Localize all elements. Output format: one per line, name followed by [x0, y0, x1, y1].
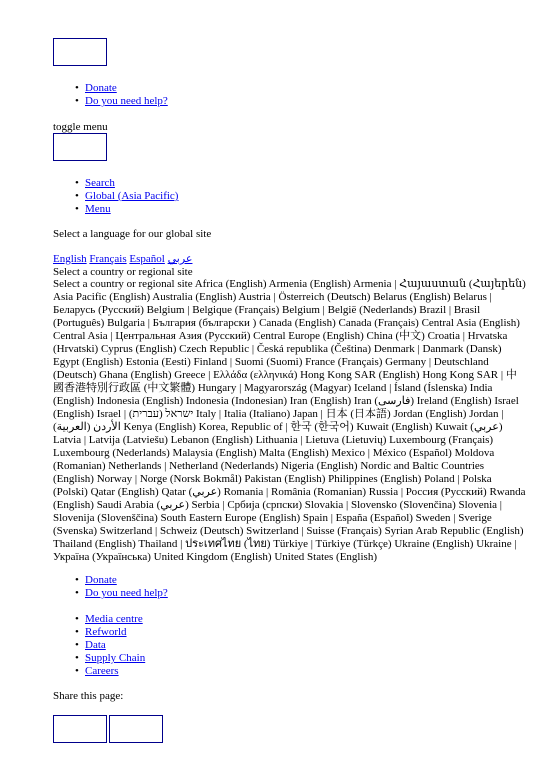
nav-item-menu [53, 203, 178, 216]
lang-arabic[interactable]: عربي [167, 253, 193, 265]
language-heading: Select a language for our global site [53, 228, 212, 240]
footer-item-data [53, 639, 145, 652]
data-link[interactable]: Data [85, 639, 106, 651]
share-button-1[interactable] [53, 715, 107, 743]
share-button-2[interactable] [109, 715, 163, 743]
help-link[interactable]: Do you need help? [85, 95, 168, 107]
lang-french[interactable]: Français [89, 253, 127, 265]
bottom-help-link[interactable]: Do you need help? [85, 587, 168, 599]
media-centre-link[interactable]: Media centre [85, 613, 143, 625]
footer-item-careers [53, 665, 145, 678]
menu-link[interactable]: Menu [85, 203, 111, 215]
bottom-links [53, 574, 168, 600]
donate-link[interactable]: Donate [85, 82, 117, 94]
lang-english[interactable]: English [53, 253, 87, 265]
supply-chain-link[interactable]: Supply Chain [85, 652, 146, 664]
toggle-menu-button[interactable] [53, 133, 107, 161]
bottom-help-item [53, 587, 168, 600]
toggle-menu-label[interactable]: toggle menu [53, 121, 108, 133]
footer-links [53, 613, 145, 678]
language-links [53, 253, 192, 266]
help-link-item [53, 95, 168, 108]
top-links [53, 82, 168, 108]
footer-item-refworld [53, 626, 145, 639]
share-label: Share this page: [53, 690, 124, 702]
region-link[interactable]: Global (Asia Pacific) [85, 190, 179, 202]
footer-item-supply [53, 652, 145, 665]
logo-link[interactable] [53, 38, 107, 66]
bottom-donate-item [53, 574, 168, 587]
bottom-donate-link[interactable]: Donate [85, 574, 117, 586]
search-link[interactable]: Search [85, 177, 115, 189]
footer-item-media [53, 613, 145, 626]
careers-link[interactable]: Careers [85, 665, 119, 677]
country-label: Select a country or regional site [53, 266, 193, 278]
nav-item-region [53, 190, 178, 203]
main-nav [53, 177, 178, 216]
country-select[interactable]: Select a country or regional site Africa (English) Armenia (English) Armenia | Հայաստան (Հայերեն) Asia Pacific (English) Australia (English) Austria | Österreich (Deutsch) Belarus (English) Belarus | Беларусь (Русский) Belgium | Belgique (Français) Belgium | België (Nederlands) Brazil | Brasil (Português) Bulgaria | България (български ) Canada (English) Canada (Français) Central Asia (English) Central Asia | Центральная Азия (Русский) Central Europe (English) China (中文) Croatia | Hrvatska (Hrvatski) Cyprus (English) Czech Republic | Česká republika (Čeština) Denmark | Danmark (Dansk) Egypt (English) Estonia (Eesti) Finland | Suomi (Suomi) France (Français) Germany | Deutschland (Deutsch) Ghana (English) Greece | Ελλάδα (ελληνικά) Hong Kong SAR (English) Hong Kong SAR | 中國香港特別行政區 (中文繁體) Hungary | Magyarország (Magyar) Iceland | Ísland (Íslenska) India (English) Indonesia (English) Indonesia (Indonesian) Iran (English) Iran (فارسی) Ireland (English) Israel (English) Israel | ישראל (עברית) Italy | Italia (Italiano) Japan | 日本 (日本語) Jordan (English) Jordan | الأردن (العربية) Kenya (English) Korea, Republic of | 한국 (한국어) Kuwait (English) Kuwait (عربي) Latvia | Latvija (Latviešu) Lebanon (English) Lithuania | Lietuva (Lietuvių) Luxembourg (Français) Luxembourg (Nederlands) Malaysia (English) Malta (English) Mexico | México (Español) Moldova (Romanian) Netherlands | Netherland (Nederlands) Nigeria (English) Nordic and Baltic Countries (English) Norway | Norge (Norsk Bokmål) Pakistan (English) Philippines (English) Poland | Polska (Polski) Qatar (English) Qatar (عربي) Romania | România (Romanian) Russia | Россия (Русский) Rwanda (English) Saudi Arabia (عربي) Serbia | Србија (српски) Slovakia | Slovensko (Slovenčina) Slovenia | Slovenija (Slovenščina) South Eastern Europe (English) Spain | España (Español) Sweden | Sverige (Svenska) Switzerland | Schweiz (Deutsch) Switzerland | Suisse (Français) Syrian Arab Republic (English) Thailand (English) Thailand | ประเทศไทย (ไทย) Türkiye | Türkiye (Türkçe) Ukraine (English) Ukraine | Україна (Українська) United Kingdom (English) United States (English) [53, 278, 526, 563]
lang-spanish[interactable]: Español [129, 253, 165, 265]
donate-link-item [53, 82, 168, 95]
refworld-link[interactable]: Refworld [85, 626, 127, 638]
nav-item-search [53, 177, 178, 190]
